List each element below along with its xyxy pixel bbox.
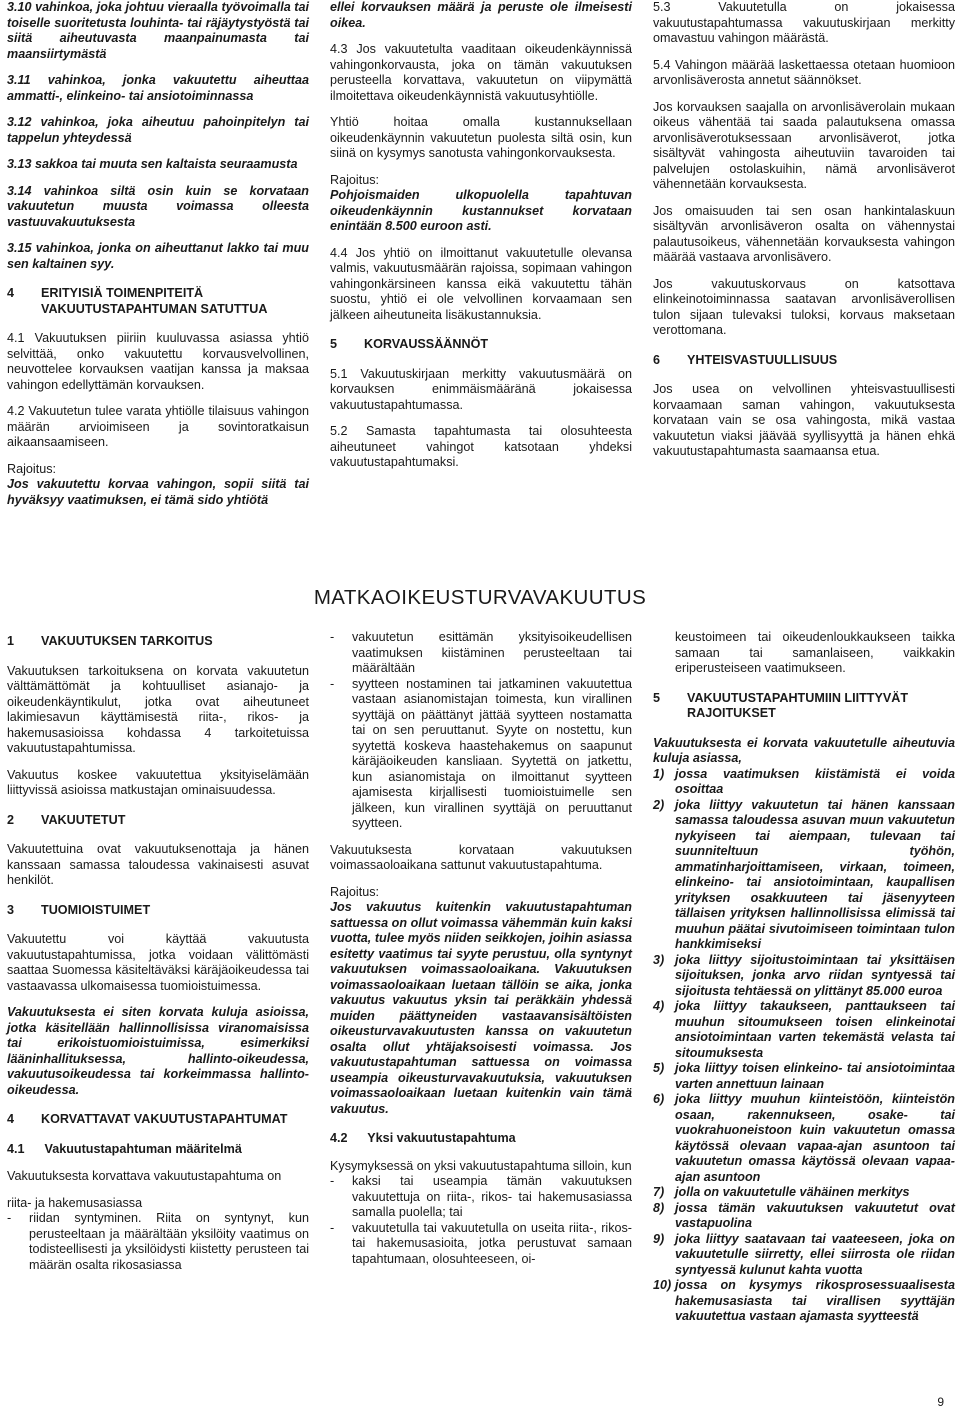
restriction-number: 9): [653, 1231, 665, 1246]
dash-item: - syytteen nostaminen tai jatkaminen vakuutettua vastaan asianomistajan toimesta, kun virallinen syyttäjä on päättänyt jättää syytteen nostamatta tai on sen peruuttanut. Syyte on nostettu, kun syytettä koskeva haastehakemus on saapunut käräjäoikeuden kansliaan. Syytettä on jatkettu, kun asianomistaja on ilmoittanut syytteen ajamisesta kirjallisesti tuomioistuimelle sen jälkeen, kun virallinen syyttäjä on peruuttanut syytteen.: [330, 676, 632, 830]
restriction-text: jossa on kysymys rikosprosessuaalisesta hakemusasiasta tai virallisen syyttäjän vakuutettua vastaan ajamasta syytteestä: [675, 1278, 955, 1323]
restriction-item: [653, 1201, 955, 1232]
section-heading-1: 1 VAKUUTUKSEN TARKOITUS: [7, 634, 213, 648]
subheading-4-1: 4.1 Vakuutustapahtuman määritelmä: [7, 1141, 242, 1156]
restriction-number: 8): [653, 1200, 665, 1215]
restriction-item: [653, 999, 955, 1061]
restrictions-intro: Vakuutuksesta ei korvata vakuutetulle aiheutuvia kuluja asiassa,: [653, 735, 955, 765]
restriction-item: [653, 1278, 955, 1325]
dash-item: - vakuutetun esittämän yksityisoikeudellisen vaatimuksen kiistäminen perusteeltaan tai määrältään: [330, 630, 632, 675]
bottom-column-3: [653, 630, 955, 1325]
dash-item: - riidan syntyminen. Riita on syntynyt, kun perusteeltaan ja määrältään yksilöity vaatimus on todisteellisesti ja yksilöidysti kiistetty perusteen tai määrän osalta rikosasiassa: [7, 1211, 309, 1272]
restriction-number: 10): [653, 1278, 672, 1292]
restriction-item: [653, 1185, 955, 1201]
item-3-13: 3.13 sakkoa tai muuta sen kaltaista seuraamusta: [7, 157, 298, 171]
section-heading-4: 4 ERITYISIÄ TOIMENPITEITÄ VAKUUTUSTAPAHTUMAN SATUTTUA: [7, 286, 268, 316]
para-4-4: 4.4 Jos yhtiö on ilmoittanut vakuutetulle olevansa valmis, vakuutusmäärän rajoissa, sopimaan vahingon vahingonkärsineen kanssa eikä vakuutettu tähän suostu, yhtiö ei ole velvollinen korvaamaan sen jälkeen aiheutuneita lisäkustannuksia.: [330, 245, 632, 322]
para-3a: Vakuutettu voi käyttää vakuutusta vakuutustapahtumissa, jotka voidaan välittömästi saattaa Suomessa käsiteltäväksi käräjäoikeudessa tai vastaavassa ulkomaisessa tuomioistuimessa.: [7, 932, 309, 993]
para-1b: Vakuutus koskee vakuutettua yksityiselämään liittyvissä asioissa matkustajan ominaisuudessa.: [7, 767, 309, 797]
para-5-1: 5.1 Vakuutuskirjaan merkitty vakuutusmäärä on korvauksen enimmäismääränä jokaisessa vakuutustapahtumassa.: [330, 366, 632, 412]
para-alv-2: Jos omaisuuden tai sen osan hankintalaskuun sisältyvän arvonlisäveron osalta on vähennystai palautusoikeus, vähennetään korvauksesta vahingon määrää vastaava arvonlisävero.: [653, 203, 955, 264]
restriction-text: joka liittyy vakuutetun tai hänen kanssaan samassa taloudessa asuvan muun vakuutetun nykyiseen tai aiempaan, tulevaan tai suunniteltuun työhön, ammatinharjoittamiseen, virkaan, toimeen, elinkeino- tai ansiotoimintaan, kaupallisen yrityksen osakkuuteen tai jäsenyyteen tällaisen yrityksen hallinnollisissa elimissä tai muuhun päätai sivutoimiseen toimintaan tulon hankkimiseksi: [675, 797, 955, 951]
restriction-text: jossa vaatimuksen kiistämistä ei voida osoittaa: [675, 766, 955, 796]
para-4-1: 4.1 Vakuutuksen piiriin kuuluvassa asiassa yhtiö selvittää, onko vakuutettu korvausvelvollinen, neuvottelee korvauksen vaatijan kanssa ja maksaa vahingon edellyttämän korvauksen.: [7, 331, 309, 392]
para-5-2: 5.2 Samasta tapahtumasta tai olosuhteesta aiheutuneet vahingot katsotaan yhdeksi vakuutustapahtumaksi.: [330, 424, 632, 469]
restriction-number: 4): [653, 999, 665, 1013]
para-4-1: Vakuutuksesta korvattava vakuutustapahtuma on: [7, 1169, 282, 1183]
restriction-item: [653, 798, 955, 953]
restriction-item: [653, 953, 955, 1000]
para-yhtio: Yhtiö hoitaa omalla kustannuksellaan oikeudenkäynnin vakuutetun puolesta siltä osin, kun siinä on kysymys sanotusta vahingonkorvauksesta.: [330, 115, 632, 160]
rajoitus-text: Pohjoismaiden ulkopuolella tapahtuvan oikeudenkäynnin kustannukset korvataan enintään 8.500 euroon asti.: [330, 188, 632, 233]
section-heading-5: 5 VAKUUTUSTAPAHTUMIIN LIITTYVÄT RAJOITUKSET: [653, 690, 909, 720]
bottom-column-2: [330, 630, 632, 1267]
restriction-number: 3): [653, 952, 665, 967]
para-1a: Vakuutuksen tarkoituksena on korvata vakuutetun välttämättömät ja kohtuulliset asianajo- ja oikeudenkäyntikulut, jotka ovat aiheutuneet lakimiesavun käyttämisestä riita-, rikos- ja hakemusasioissa kohdassa 4 tarkoitetuissa vakuutustapahtumissa.: [7, 663, 309, 755]
restriction-item: [653, 1232, 955, 1279]
dash-item: - kaksi tai useampia tämän vakuutuksen vakuutettuja on riita-, rikos- tai hakemusasiassa samalla puolella; tai: [330, 1174, 632, 1219]
rajoitus-label: Rajoitus:: [7, 461, 56, 476]
restriction-text: jolla on vakuutetulle vähäinen merkitys: [675, 1185, 910, 1199]
para-6: Jos usea on velvollinen yhteisvastuullisesti korvaamaan saman vahingon, vakuutuksesta korvataan vain se osa vahingosta, mikä vastaa vakuutetun viaksi jäävää syyllisyyttä ja hänen ehkä vakuutustapahtumasta saamaansa etua.: [653, 382, 955, 458]
restriction-number: 6): [653, 1092, 665, 1106]
top-column-2: [330, 0, 632, 482]
bottom-column-1: [7, 630, 309, 1273]
restrictions-list: [653, 767, 955, 1325]
para-sattunut: Vakuutuksesta korvataan vakuutuksen voimassaoloaikana sattunut vakuutustapahtuma.: [330, 842, 632, 872]
top-column-3: [653, 0, 955, 471]
section-heading-2: 2 VAKUUTETUT: [7, 812, 126, 827]
restriction-text: joka liittyy takaukseen, panttaukseen tai muuhun sitoumukseen toisen elinkeinotai ansiotoimintaan varten tekemästä velasta tai sitoumuksesta: [675, 999, 955, 1060]
para-4-1b: riita- ja hakemusasiassa: [7, 1195, 143, 1210]
item-3-12: 3.12 vahinkoa, joka aiheutuu pahoinpitelyn tai tappelun yhteydessä: [7, 115, 309, 145]
para-5-4: 5.4 Vahingon määrää laskettaessa otetaan huomioon arvonlisäverosta annetut säännökset.: [653, 57, 955, 87]
restriction-text: joka liittyy sijoitustoimintaan tai yksittäisen sijoituksen, jonka arvo riidan syntyessä tai sijoitusta tehtäessä on ylittänyt 85.000 euroa: [675, 952, 955, 998]
para-2: Vakuutettuina ovat vakuutuksenottaja ja hänen kanssaan samassa taloudessa vakinaisesti asuvat henkilöt.: [7, 842, 309, 887]
restriction-item: [653, 767, 955, 798]
section-heading-4: 4 KORVATTAVAT VAKUUTUSTAPAHTUMAT: [7, 1112, 288, 1126]
restriction-text: joka liittyy saatavaan tai vaateeseen, joka on vakuutetulle siirretty, ellei siirrosta ole riidan syntyessä kulunut kahta vuotta: [675, 1231, 955, 1277]
restriction-item: [653, 1092, 955, 1185]
rajoitus-text: Jos vakuutus kuitenkin vakuutustapahtuman sattuessa on ollut voimassa vähemmän kuin kaksi vuotta, tulee myös niiden seikkojen, joihin asiassa esitetty vaatimus tai syyte perustuu, olla syntynyt vakuutuksen voimassaoloaikana. Vakuutuksen voimassaoloaikaan luetaan tällöin se aika, jonka vakuutus vakuutus yksin tai peräkkäin yhdessä muiden päättyneiden vastaavansisältöisten oikeusturvavakuutusten kanssa on vakuutetun osalta ollut yhtäjaksoisesti voimassa. Jos vakuutustapahtuman sattuessa on voimassa useampia oikeusturvavakuutuksia, vakuutuksen voimassaoloaikaan luetaan kuitenkin vain tämä vakuutus.: [330, 900, 632, 1116]
para-4-2: 4.2 Vakuutetun tulee varata yhtiölle tilaisuus vahingon määrän arvioimiseen ja sovintoratkaisun aikaansaamiseen.: [7, 404, 309, 449]
para-4-3: 4.3 Jos vakuutetulta vaaditaan oikeudenkäynnissä vahingonkorvausta, joka on tämän vakuutuksen perusteella korvattava, vakuutetun on viipymättä ilmoitettava oikeudenkäynnistä vakuutusyhtiölle.: [330, 42, 632, 103]
dash-item: - vakuutetulla tai vakuutetulla on useita riita-, rikos- tai hakemusasioita, jotka perustuvat samaan tapahtumaan, olosuhteeseen, oi-: [330, 1220, 632, 1266]
restriction-text: joka liittyy toisen elinkeino- tai ansiotoimintaa varten annettuun lainaan: [675, 1061, 955, 1091]
section-heading-3: 3 TUOMIOISTUIMET: [7, 902, 151, 917]
restriction-number: 1): [653, 766, 665, 781]
para-3b: Vakuutuksesta ei siten korvata kuluja asioissa, jotka käsitellään hallinnollisissa viranomaisissa tai erikoistuomioistuimissa, esimerkiksi lääninhallituksessa, hallinto-oikeudessa, vakuutusoikeudessa tai korkeimmassa hallinto-oikeudessa.: [7, 1005, 309, 1097]
restriction-number: 7): [653, 1185, 665, 1199]
para-alv-1: Jos korvauksen saajalla on arvonlisäverolain mukaan oikeus vähentää tai saada palautuksena omassa arvonlisäverotuksessaan arvonlisäverot, jotka sisältyvät vahingosta aiheutuviin tavaroiden tai palvelujen ostolaskuihin, nämä arvonlisäverot vähennetään korvauksesta.: [653, 99, 955, 191]
page-number: 9: [937, 1395, 944, 1409]
rajoitus-text: Jos vakuutettu korvaa vahingon, sopii siitä tai hyväksyy vaatimuksen, ei tämä sido yhtiötä: [7, 477, 309, 507]
restriction-number: 5): [653, 1061, 665, 1075]
document-title: MATKAOIKEUSTURVAVAKUUTUS: [313, 586, 647, 609]
section-heading-6: 6 YHTEISVASTUULLISUUS: [653, 352, 838, 367]
para-continued: ellei korvauksen määrä ja peruste ole ilmeisesti oikea.: [330, 0, 632, 30]
item-3-11: 3.11 vahinkoa, jonka vakuutettu aiheuttaa ammatti-, elinkeino- tai ansiotoiminnassa: [7, 73, 309, 103]
item-3-10: 3.10 vahinkoa, joka johtuu vieraalla työvoimalla tai toiselle suoritetusta louhinta- tai räjäytystyöstä tai siitä aiheutuvasta maanpainumasta tai maansiirtymästä: [7, 0, 309, 61]
para-continued: keustoimeen tai oikeudenloukkaukseen taikka samaan tai samanlaiseen, vaikkakin eriperusteiseen vaatimukseen.: [675, 630, 955, 675]
item-3-14: 3.14 vahinkoa siltä osin kuin se korvataan vakuutetun muusta voimassa olleesta vastuuvakuutuksesta: [7, 183, 309, 229]
restriction-number: 2): [653, 797, 665, 812]
subheading-4-2: 4.2 Yksi vakuutustapahtuma: [330, 1131, 516, 1145]
restriction-text: joka liittyy muuhun kiinteistöön, kiinteistön osaan, rakennukseen, osake- tai vuokrahuoneistoon kuin vakuutetun omassa käytössä olevaan vapaa-ajan asuntoon tai vakuutetun omassa käytössä olevaan vapaa-ajan asuntoon: [675, 1092, 955, 1184]
rajoitus-label: Rajoitus:: [330, 884, 379, 899]
restriction-item: [653, 1061, 955, 1092]
section-heading-5: 5 KORVAUSSÄÄNNÖT: [330, 337, 489, 351]
para-4-2: Kysymyksessä on yksi vakuutustapahtuma silloin, kun: [330, 1158, 632, 1173]
top-column-1: [7, 0, 309, 519]
rajoitus-label: Rajoitus:: [330, 172, 379, 187]
para-5-3: 5.3 Vakuutetulla on jokaisessa vakuutustapahtumassa vakuutuskirjaan merkitty omavastuu vahingon määrästä.: [653, 0, 955, 45]
item-3-15: 3.15 vahinkoa, jonka on aiheuttanut lakko tai muu sen kaltainen syy.: [7, 241, 309, 271]
restriction-text: jossa tämän vakuutuksen vakuutetut ovat vastapuolina: [675, 1200, 955, 1230]
para-alv-3: Jos vakuutuskorvaus on katsottava elinkeinotoiminnassa saatavan arvonlisäverollisen tulon sijaan tulevaksi tuloksi, korvaus maksetaan verottomana.: [653, 276, 955, 337]
